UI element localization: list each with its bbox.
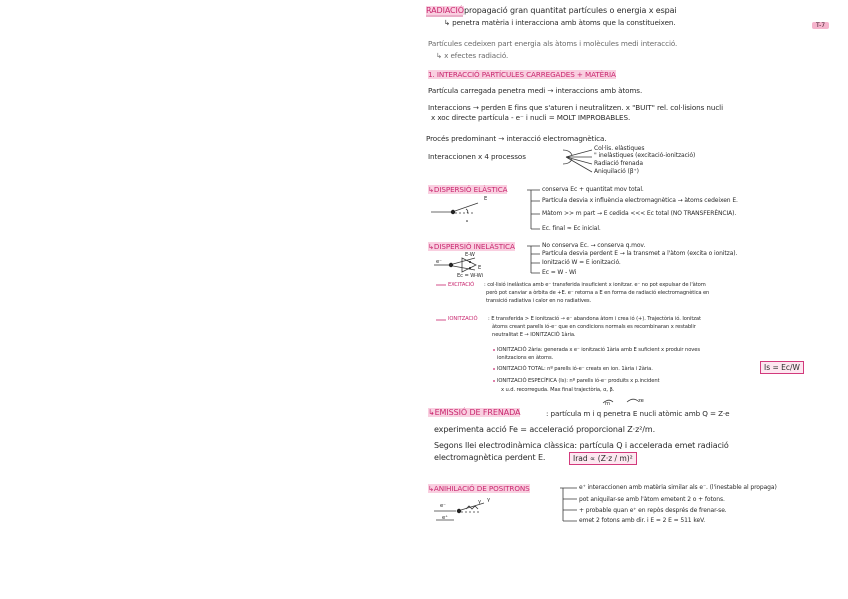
ionization-bullet: ionitzacions en àtoms. xyxy=(497,355,554,361)
ionitzacio-label: IONITZACIÓ xyxy=(448,316,478,322)
elastic-diagram-label: E xyxy=(484,196,488,202)
process-item: Radiació frenada xyxy=(594,160,643,167)
elastic-point: Partícula desvia x influència electromagnètica → àtoms cedeixen E. xyxy=(542,197,738,204)
annihilation-diagram-label: e⁻ xyxy=(440,503,446,509)
excitacio-label: EXCITACIÓ xyxy=(448,282,475,288)
excitacio-text: però pot canviar a òrbita de +E. e⁻ retorna a E en forma de radiació electromagnètica en xyxy=(486,290,710,296)
intro-line-3: Partícules cedeixen part energia als àtoms i molècules medi interacció. xyxy=(428,39,678,48)
elastic-point: Ec. final ≈ Ec inicial. xyxy=(542,225,601,232)
page-title: RADIACIÓ xyxy=(426,6,465,15)
topic-tag: T-7 xyxy=(812,22,829,29)
inelastic-diagram-label: E xyxy=(478,265,482,271)
emission-p3: electromagnètica perdent E. xyxy=(434,453,546,462)
elastic-heading: ↳DISPERSIÓ ELÀSTICA xyxy=(428,185,508,194)
process-item: Aniquilació (β⁺) xyxy=(594,168,639,175)
inelastic-diagram-label: e⁻ xyxy=(436,259,442,265)
annihilation-point: e⁺ interaccionen amb matèria similar als e⁻. (l'inestable al propaga) xyxy=(579,484,777,491)
intro-line-2: ↳ penetra matèria i interacciona amb àtoms que la constitueixen. xyxy=(444,18,676,27)
inelastic-diagram-label: Ec = W-Wi xyxy=(457,273,483,279)
radiation-intensity-formula: Irad ∝ (Z·z / m)² xyxy=(569,452,637,465)
excitacio-text: : col·lisió inelàstica amb e⁻ transferida insuficient x ionitzar. e⁻ no pot expulsar de l'àtom xyxy=(484,282,706,288)
section-1-p1: Partícula carregada penetra medi → interaccions amb àtoms. xyxy=(428,86,643,95)
emission-heading: ↳EMISSIÓ DE FRENADA xyxy=(428,408,521,417)
ionization-bullet: x u.d. recorreguda. Max final trajectòria, α, β. xyxy=(501,387,615,393)
emission-label-q: ze xyxy=(638,398,644,404)
ionization-bullet: IONITZACIÓ TOTAL: nº parells ió-e⁻ creats en ion. 1ària i 2ària. xyxy=(497,366,653,372)
intro-line-4: ↳ x efectes radiació. xyxy=(436,51,509,60)
ionization-bullet: IONITZACIÓ ESPECÍFICA (Is): nº parells ió-e⁻ produïts x p.incident xyxy=(497,378,660,384)
ionization-bullet: IONITZACIÓ 2ària: generada x e⁻ ionització 1ària amb E suficient x produir noves xyxy=(497,347,700,353)
elastic-point: conserva Ec + quantitat mov total. xyxy=(542,186,644,193)
process-item: Col·lis. elàstiques xyxy=(594,145,645,152)
annihilation-diagram-label: γ xyxy=(478,499,481,505)
annihilation-point: + probable quan e⁺ en repòs després de frenar-se. xyxy=(579,507,727,514)
section-1-heading: 1. INTERACCIÓ PARTÍCULES CARREGADES + MATÈRIA xyxy=(428,70,616,79)
emission-label-m: m xyxy=(605,401,610,407)
annihilation-diagram-label: e⁺ xyxy=(442,515,448,521)
inelastic-heading: ↳DISPERSIÓ INELÀSTICA xyxy=(428,242,515,251)
section-1-p4: Procés predominant → interacció electromagnètica. xyxy=(426,134,607,143)
intro-line-1: RADIACIÓpropagació gran quantitat partícules o energia x espai xyxy=(426,6,677,15)
section-1-p2: Interaccions → perden E fins que s'aturen i neutralitzen. x "BUIT" rel. col·lisions nucli xyxy=(428,103,723,112)
section-1-p5: Interaccionen x 4 processos xyxy=(428,152,526,161)
process-item: " inelàstiques (excitació-ionització) xyxy=(594,152,696,159)
annihilation-point: emet 2 fotons amb dir. i E = 2 E = 511 keV. xyxy=(579,517,706,524)
emission-lead: : partícula m i q penetra E nucli atòmic amb Q = Z·e xyxy=(546,409,730,418)
emission-p1: experimenta acció Fe = acceleració proporcional Z·z²/m. xyxy=(434,425,656,434)
annihilation-heading: ↳ANIHILACIÓ DE POSITRONS xyxy=(428,484,530,493)
excitacio-text: transició radiativa i calor en no radiatives. xyxy=(486,298,592,304)
annihilation-point: pot aniquilar-se amb l'àtom emetent 2 o + fotons. xyxy=(579,496,725,503)
inelastic-point: Partícula desvia perdent E → la transmet a l'àtom (excita o ionitza). xyxy=(542,250,738,257)
elastic-point: Màtom >> m part → E cedida <<< Ec total (NO TRANSFERÈNCIA). xyxy=(542,210,737,217)
elastic-scatter-diagram xyxy=(431,203,478,222)
annihilation-diagram-label: γ xyxy=(487,497,490,503)
ionitzacio-text: àtoms creant parells ió-e⁻ que en condicions normals es recombinaran x restablir xyxy=(492,324,696,330)
inelastic-point: No conserva Ec. → conserva q.mov. xyxy=(542,242,646,249)
ionitzacio-text: : E transferida > E ionització → e⁻ abandona àtom i crea ió (+). Trajectòria ió. Ionitzat xyxy=(488,316,701,322)
ionitzacio-text: neutralitat E → IONITZACIÓ 1ària. xyxy=(492,332,576,338)
specific-ionization-formula: Is = Ec/W xyxy=(760,361,804,374)
emission-p2: Segons llei electrodinàmica clàssica: partícula Q i accelerada emet radiació xyxy=(434,441,729,450)
inelastic-point: Ec = W - Wi xyxy=(542,269,577,276)
section-1-p3: x xoc directe partícula - e⁻ i nucli = MOLT IMPROBABLES. xyxy=(431,113,631,122)
inelastic-point: Ionització W = E ionització. xyxy=(542,259,621,266)
inelastic-diagram-label: E-W xyxy=(465,252,475,258)
